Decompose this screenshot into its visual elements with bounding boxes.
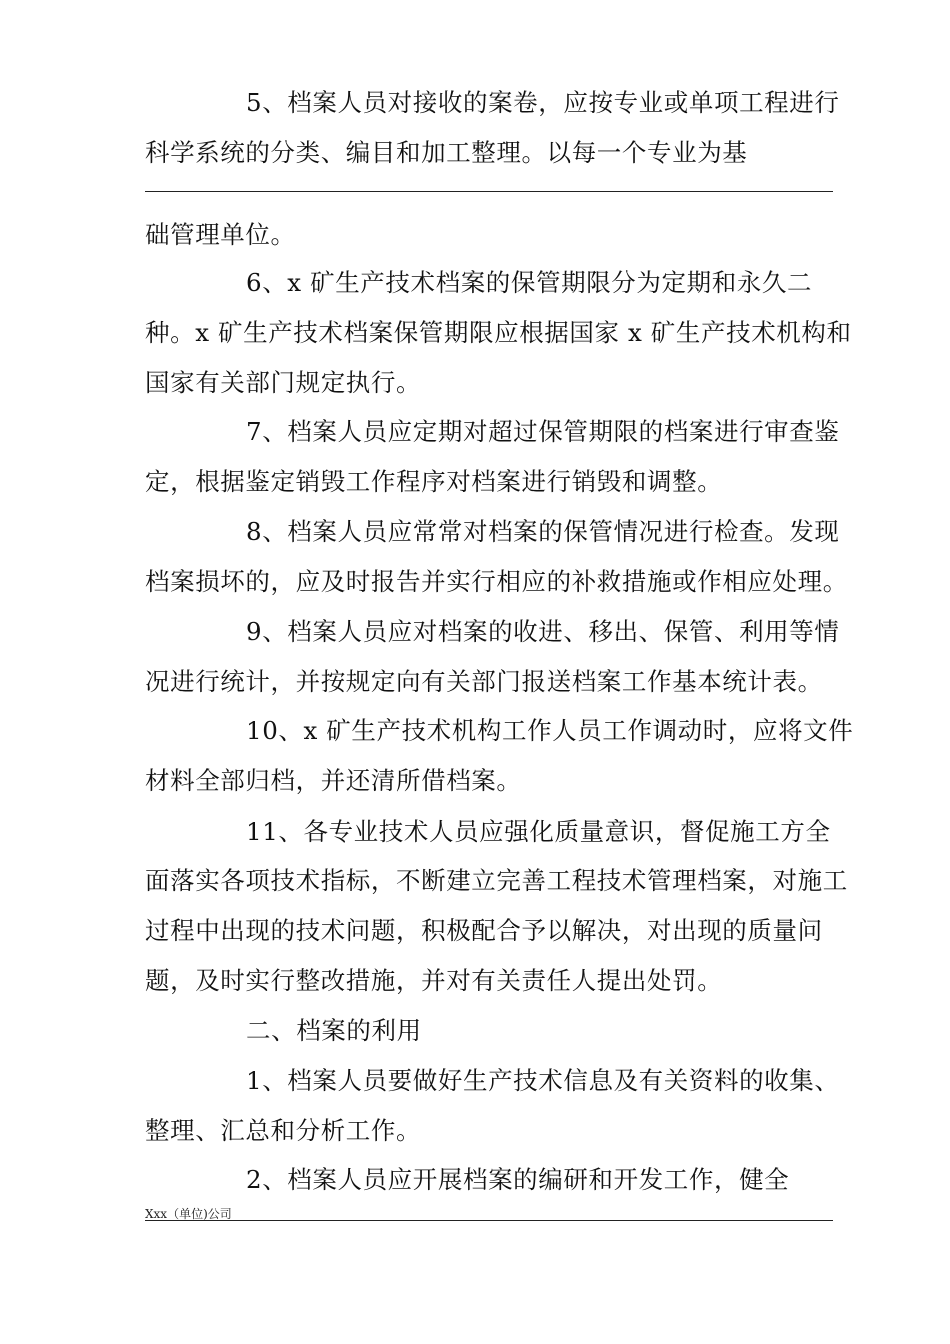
paragraph-5-line-3: 础管理单位。 <box>145 220 296 249</box>
paragraph-10-line-2: 材料全部归档，并还清所借档案。 <box>145 766 522 795</box>
paragraph-8-line-2: 档案损坏的，应及时报告并实行相应的补救措施或作相应处理。 <box>145 567 848 596</box>
paragraph-8-line-1: 8、档案人员应常常对档案的保管情况进行检查。发现 <box>246 517 840 546</box>
paragraph-6-line-3: 国家有关部门规定执行。 <box>145 368 422 397</box>
use-item-1-line-1: 1、档案人员要做好生产技术信息及有关资料的收集、 <box>246 1066 840 1095</box>
paragraph-6-line-2: 种。x 矿生产技术档案保管期限应根据国家 x 矿生产技术机构和 <box>145 318 852 347</box>
use-item-1-line-2: 整理、汇总和分析工作。 <box>145 1116 422 1145</box>
paragraph-11-line-3: 过程中出现的技术问题，积极配合予以解决，对出现的质量问 <box>145 916 823 945</box>
paragraph-10-line-1: 10、x 矿生产技术机构工作人员工作调动时，应将文件 <box>246 716 854 745</box>
footer-company: Xxx（单位)公司 <box>145 1207 232 1221</box>
paragraph-5-line-1: 5、档案人员对接收的案卷，应按专业或单项工程进行 <box>246 88 840 117</box>
paragraph-11-line-1: 11、各专业技术人员应强化质量意识，督促施工方全 <box>246 817 831 846</box>
section-heading-archive-use: 二、档案的利用 <box>246 1016 422 1045</box>
paragraph-9-line-1: 9、档案人员应对档案的收进、移出、保管、利用等情 <box>246 617 840 646</box>
paragraph-7-line-2: 定，根据鉴定销毁工作程序对档案进行销毁和调整。 <box>145 467 723 496</box>
paragraph-9-line-2: 况进行统计，并按规定向有关部门报送档案工作基本统计表。 <box>145 667 823 696</box>
page-break-divider <box>145 191 833 192</box>
footer-divider <box>145 1220 833 1221</box>
paragraph-6-line-1: 6、x 矿生产技术档案的保管期限分为定期和永久二 <box>246 268 813 297</box>
paragraph-11-line-4: 题，及时实行整改措施，并对有关责任人提出处罚。 <box>145 966 723 995</box>
paragraph-7-line-1: 7、档案人员应定期对超过保管期限的档案进行审查鉴 <box>246 417 840 446</box>
paragraph-11-line-2: 面落实各项技术指标，不断建立完善工程技术管理档案，对施工 <box>145 866 848 895</box>
paragraph-5-line-2: 科学系统的分类、编目和加工整理。以每一个专业为基 <box>145 138 748 167</box>
use-item-2-line-1: 2、档案人员应开展档案的编研和开发工作，健全 <box>246 1165 790 1194</box>
